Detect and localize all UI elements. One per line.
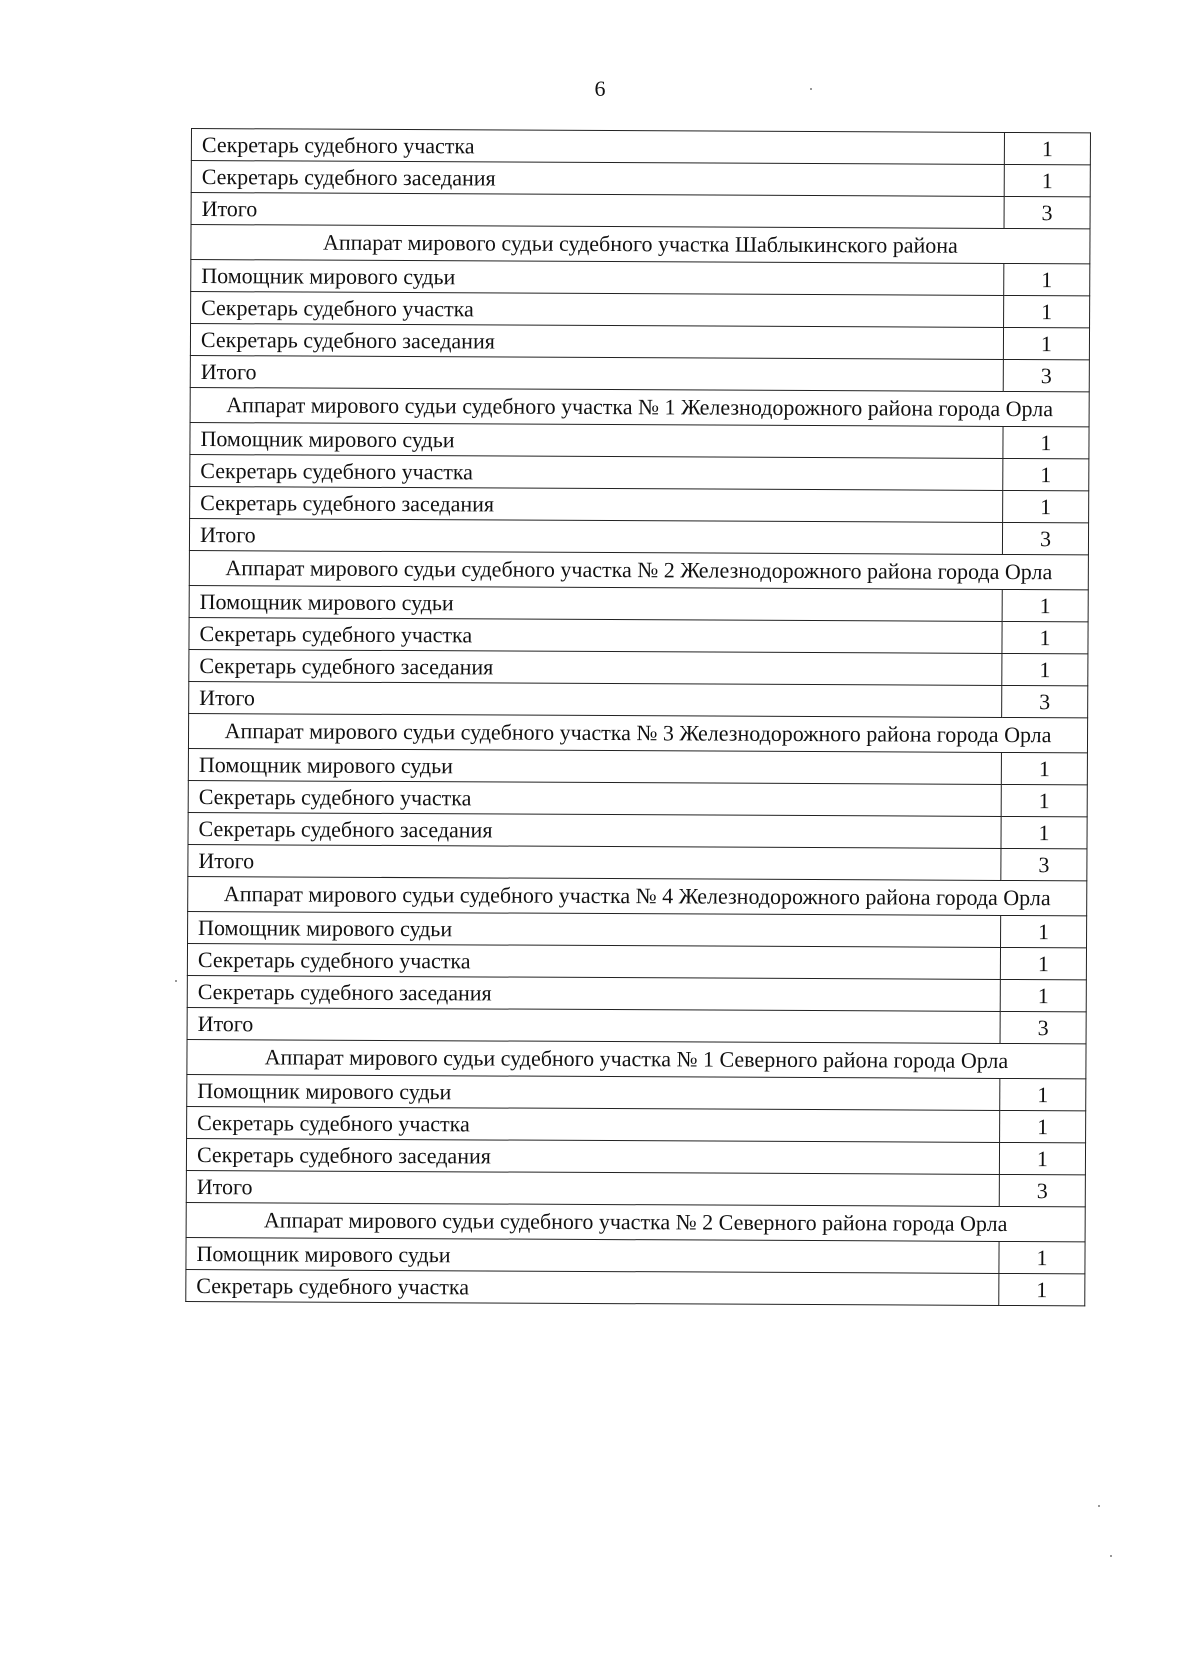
position-name: Секретарь судебного заседания <box>189 649 1002 685</box>
section-header: Аппарат мирового судьи судебного участка № 2 Северного района города Орла <box>186 1202 1085 1241</box>
position-count: 1 <box>1000 1110 1086 1142</box>
position-count: 1 <box>1000 947 1086 979</box>
position-count: 1 <box>1001 752 1087 784</box>
position-count: 1 <box>999 1142 1085 1174</box>
position-name: Секретарь судебного заседания <box>186 1138 999 1174</box>
position-count: 1 <box>1003 327 1089 359</box>
section-header-row <box>191 225 1090 264</box>
total-row <box>186 1170 1085 1206</box>
position-name: Секретарь судебного участка <box>189 617 1002 653</box>
position-name: Секретарь судебного участка <box>186 1269 999 1305</box>
position-name: Секретарь судебного заседания <box>187 975 1000 1011</box>
position-name: Итого <box>187 1007 1000 1043</box>
scan-speck <box>810 88 812 90</box>
position-row <box>191 292 1090 328</box>
position-name: Помощник мирового судьи <box>188 911 1001 947</box>
position-name: Секретарь судебного заседания <box>188 812 1001 848</box>
section-header-row <box>189 550 1088 589</box>
position-name: Итого <box>186 1170 999 1206</box>
section-header: Аппарат мирового судьи судебного участка № 1 Железнодорожного района города Орла <box>190 387 1089 426</box>
section-header: Аппарат мирового судьи судебного участка № 1 Северного района города Орла <box>187 1039 1086 1078</box>
position-row <box>186 1138 1085 1174</box>
position-count: 1 <box>1004 164 1090 196</box>
scan-speck <box>175 980 177 982</box>
position-row <box>187 1074 1086 1110</box>
section-header-row <box>186 1202 1085 1241</box>
position-name: Секретарь судебного заседания <box>190 486 1003 522</box>
position-name: Помощник мирового судьи <box>190 422 1003 458</box>
position-row <box>186 1269 1085 1305</box>
total-row <box>189 518 1088 554</box>
position-row <box>189 649 1088 685</box>
position-row <box>190 486 1089 522</box>
position-count: 1 <box>1000 1078 1086 1110</box>
position-name: Помощник мирового судьи <box>191 260 1004 296</box>
position-row <box>191 260 1090 296</box>
position-row <box>186 1237 1085 1273</box>
position-name: Секретарь судебного заседания <box>191 161 1004 197</box>
position-name: Секретарь судебного участка <box>191 129 1004 165</box>
section-header: Аппарат мирового судьи судебного участка № 4 Железнодорожного района города Орла <box>188 876 1087 915</box>
position-row <box>188 812 1087 848</box>
position-name: Итого <box>191 193 1004 229</box>
position-row <box>188 780 1087 816</box>
position-count: 1 <box>1002 589 1088 621</box>
position-name: Итого <box>189 518 1002 554</box>
total-row <box>189 681 1088 717</box>
position-row <box>190 454 1089 490</box>
position-count: 3 <box>1002 522 1088 554</box>
section-header: Аппарат мирового судьи судебного участка № 2 Железнодорожного района города Орла <box>189 550 1088 589</box>
position-count: 1 <box>1004 295 1090 327</box>
position-row <box>190 324 1089 360</box>
position-count: 1 <box>1003 490 1089 522</box>
position-name: Секретарь судебного участка <box>191 292 1004 328</box>
section-header: Аппарат мирового судьи судебного участка № 3 Железнодорожного района города Орла <box>188 713 1087 752</box>
position-count: 1 <box>1001 915 1087 947</box>
total-row <box>188 844 1087 880</box>
position-name: Секретарь судебного участка <box>187 1106 1000 1142</box>
position-count: 3 <box>999 1174 1085 1206</box>
position-count: 3 <box>1001 848 1087 880</box>
position-row <box>189 585 1088 621</box>
position-count: 1 <box>999 1241 1085 1273</box>
position-count: 1 <box>1003 458 1089 490</box>
position-name: Помощник мирового судьи <box>188 748 1001 784</box>
position-count: 1 <box>1000 979 1086 1011</box>
total-row <box>190 355 1089 391</box>
position-count: 1 <box>1002 653 1088 685</box>
position-name: Секретарь судебного участка <box>188 780 1001 816</box>
position-row <box>191 161 1090 197</box>
position-name: Помощник мирового судьи <box>187 1074 1000 1110</box>
section-header-row <box>190 387 1089 426</box>
position-row <box>187 1106 1086 1142</box>
position-name: Итого <box>189 681 1002 717</box>
position-name: Секретарь судебного участка <box>190 454 1003 490</box>
section-header-row <box>187 1039 1086 1078</box>
position-count: 3 <box>1000 1011 1086 1043</box>
section-header: Аппарат мирового судьи судебного участка Шаблыкинского района <box>191 225 1090 264</box>
scan-speck <box>1098 1505 1100 1507</box>
position-name: Помощник мирового судьи <box>186 1237 999 1273</box>
position-row <box>188 748 1087 784</box>
position-count: 3 <box>1002 685 1088 717</box>
staff-table <box>185 128 1091 1306</box>
section-header-row <box>188 876 1087 915</box>
position-count: 1 <box>1004 132 1090 164</box>
position-name: Итого <box>190 355 1003 391</box>
section-header-row <box>188 713 1087 752</box>
position-count: 1 <box>1001 816 1087 848</box>
position-name: Итого <box>188 844 1001 880</box>
position-name: Секретарь судебного заседания <box>190 324 1003 360</box>
position-row <box>191 129 1090 165</box>
position-row <box>187 975 1086 1011</box>
page-number: 6 <box>594 76 606 101</box>
total-row <box>187 1007 1086 1043</box>
position-name: Помощник мирового судьи <box>189 585 1002 621</box>
position-count: 3 <box>1004 196 1090 228</box>
scan-speck <box>1110 1555 1112 1557</box>
position-count: 3 <box>1003 359 1089 391</box>
position-row <box>187 943 1086 979</box>
position-count: 1 <box>1004 263 1090 295</box>
position-count: 1 <box>1003 426 1089 458</box>
position-row <box>189 617 1088 653</box>
position-name: Секретарь судебного участка <box>187 943 1000 979</box>
staff-table-body <box>186 129 1091 1306</box>
position-count: 1 <box>1002 621 1088 653</box>
position-row <box>190 422 1089 458</box>
total-row <box>191 193 1090 229</box>
position-count: 1 <box>1001 784 1087 816</box>
position-row <box>188 911 1087 947</box>
position-count: 1 <box>999 1273 1085 1305</box>
